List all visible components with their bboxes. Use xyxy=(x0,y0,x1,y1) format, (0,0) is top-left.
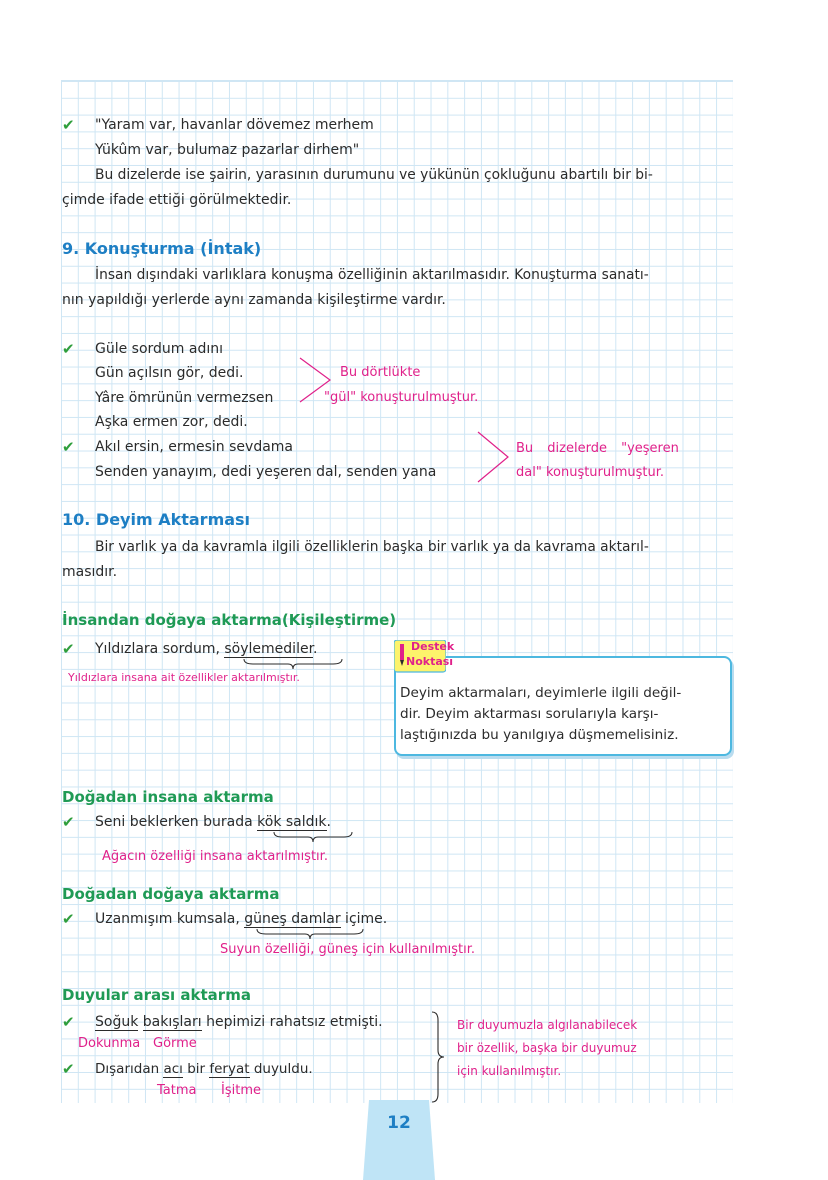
check-icon: ✔ xyxy=(62,438,75,456)
check-icon: ✔ xyxy=(62,1060,75,1078)
poem-line: "Yaram var, havanlar dövemez merhem xyxy=(95,117,374,133)
annotation: Bu dörtlükte xyxy=(340,365,421,380)
poem-line: Yükûm var, bulumaz pazarlar dirhem" xyxy=(95,142,360,158)
example-sentence: Seni beklerken burada kök saldık. xyxy=(95,814,331,830)
underlined-word: bakışları xyxy=(142,1014,202,1030)
section-title: 10. Deyim Aktarması xyxy=(62,510,251,529)
support-tag-label: Destek xyxy=(411,640,455,653)
paragraph-line: Bu dizelerde ise şairin, yarasının durumunu ve yükünün çokluğunu abartılı bir bi- xyxy=(95,167,653,183)
subsection-title: İnsandan doğaya aktarma(Kişileştirme) xyxy=(62,611,397,629)
paragraph-line: çimde ifade ettiği görülmektedir. xyxy=(62,192,292,208)
example-sentence: Yıldızlara sordum, söylemediler. xyxy=(95,641,318,657)
annotation: için kullanılmıştır. xyxy=(457,1064,562,1078)
check-icon: ✔ xyxy=(62,340,75,358)
underlined-word: kök saldık xyxy=(257,814,327,830)
poem-line: Yâre ömrünün vermezsen xyxy=(95,390,274,406)
example-sentence: Uzanmışım kumsala, güneş damlar içime. xyxy=(95,911,388,927)
subsection-title: Doğadan doğaya aktarma xyxy=(62,885,280,903)
poem-line: Aşka ermen zor, dedi. xyxy=(95,414,248,430)
curly-brace-icon xyxy=(430,1010,446,1104)
annotation: bir özellik, başka bir duyumuz xyxy=(457,1041,637,1055)
paragraph-line: nın yapıldığı yerlerde aynı zamanda kişileştirme vardır. xyxy=(62,292,446,308)
underlined-word: Soğuk xyxy=(95,1014,139,1030)
sense-label: Görme xyxy=(153,1036,197,1051)
poem-line: Gün açılsın gör, dedi. xyxy=(95,365,244,381)
annotation: Suyun özelliği, güneş için kullanılmıştır. xyxy=(220,942,475,957)
underlined-word: acı xyxy=(163,1061,183,1077)
annotation: Yıldızlara insana ait özellikler aktarılmıştır. xyxy=(68,671,300,684)
poem-line: Akıl ersin, ermesin sevdama xyxy=(95,439,293,455)
check-icon: ✔ xyxy=(62,910,75,928)
angle-bracket-icon xyxy=(476,430,512,484)
paragraph-line: masıdır. xyxy=(62,564,118,580)
page-number-tab xyxy=(363,1100,435,1180)
example-sentence: Soğuk bakışları hepimizi rahatsız etmişti. xyxy=(95,1014,383,1030)
curly-brace-icon xyxy=(273,831,353,843)
annotation: "gül" konuşturulmuştur. xyxy=(324,390,479,405)
subsection-title: Doğadan insana aktarma xyxy=(62,788,274,806)
check-icon: ✔ xyxy=(62,116,75,134)
curly-brace-icon xyxy=(243,658,343,670)
sense-label: İşitme xyxy=(221,1083,261,1098)
check-icon: ✔ xyxy=(62,1013,75,1031)
curly-brace-icon xyxy=(256,928,364,940)
poem-line: Senden yanayım, dedi yeşeren dal, senden yana xyxy=(95,464,437,480)
poem-line: Güle sordum adını xyxy=(95,341,224,357)
support-tag-label: Noktası xyxy=(406,655,454,668)
support-text: Deyim aktarmaları, deyimlerle ilgili değil- dir. Deyim aktarması sorularıyla karşı- laştığınızda bu yanılgıya düşmemelisiniz. xyxy=(400,685,682,743)
section-title: 9. Konuşturma (İntak) xyxy=(62,239,262,258)
underlined-word: güneş damlar xyxy=(244,911,341,927)
underlined-word: feryat xyxy=(209,1061,250,1077)
check-icon: ✔ xyxy=(62,813,75,831)
annotation: Ağacın özelliği insana aktarılmıştır. xyxy=(102,849,328,864)
annotation: dal" konuşturulmuştur. xyxy=(516,465,665,480)
paragraph-line: Bir varlık ya da kavramla ilgili özelliklerin başka bir varlık ya da kavrama aktarıl- xyxy=(95,539,649,555)
page-number: 12 xyxy=(387,1113,411,1133)
check-icon: ✔ xyxy=(62,640,75,658)
example-sentence: Dışarıdan acı bir feryat duyuldu. xyxy=(95,1061,313,1077)
paragraph-line: İnsan dışındaki varlıklara konuşma özelliğinin aktarılmasıdır. Konuşturma sanatı- xyxy=(95,267,649,283)
sense-label: Tatma xyxy=(157,1083,197,1098)
annotation: Bir duyumuzla algılanabilecek xyxy=(457,1018,638,1032)
sense-label: Dokunma xyxy=(78,1036,141,1051)
subsection-title: Duyular arası aktarma xyxy=(62,986,251,1004)
annotation: Bu dizelerde "yeşeren xyxy=(516,441,679,456)
underlined-word: söylemediler xyxy=(224,641,314,657)
